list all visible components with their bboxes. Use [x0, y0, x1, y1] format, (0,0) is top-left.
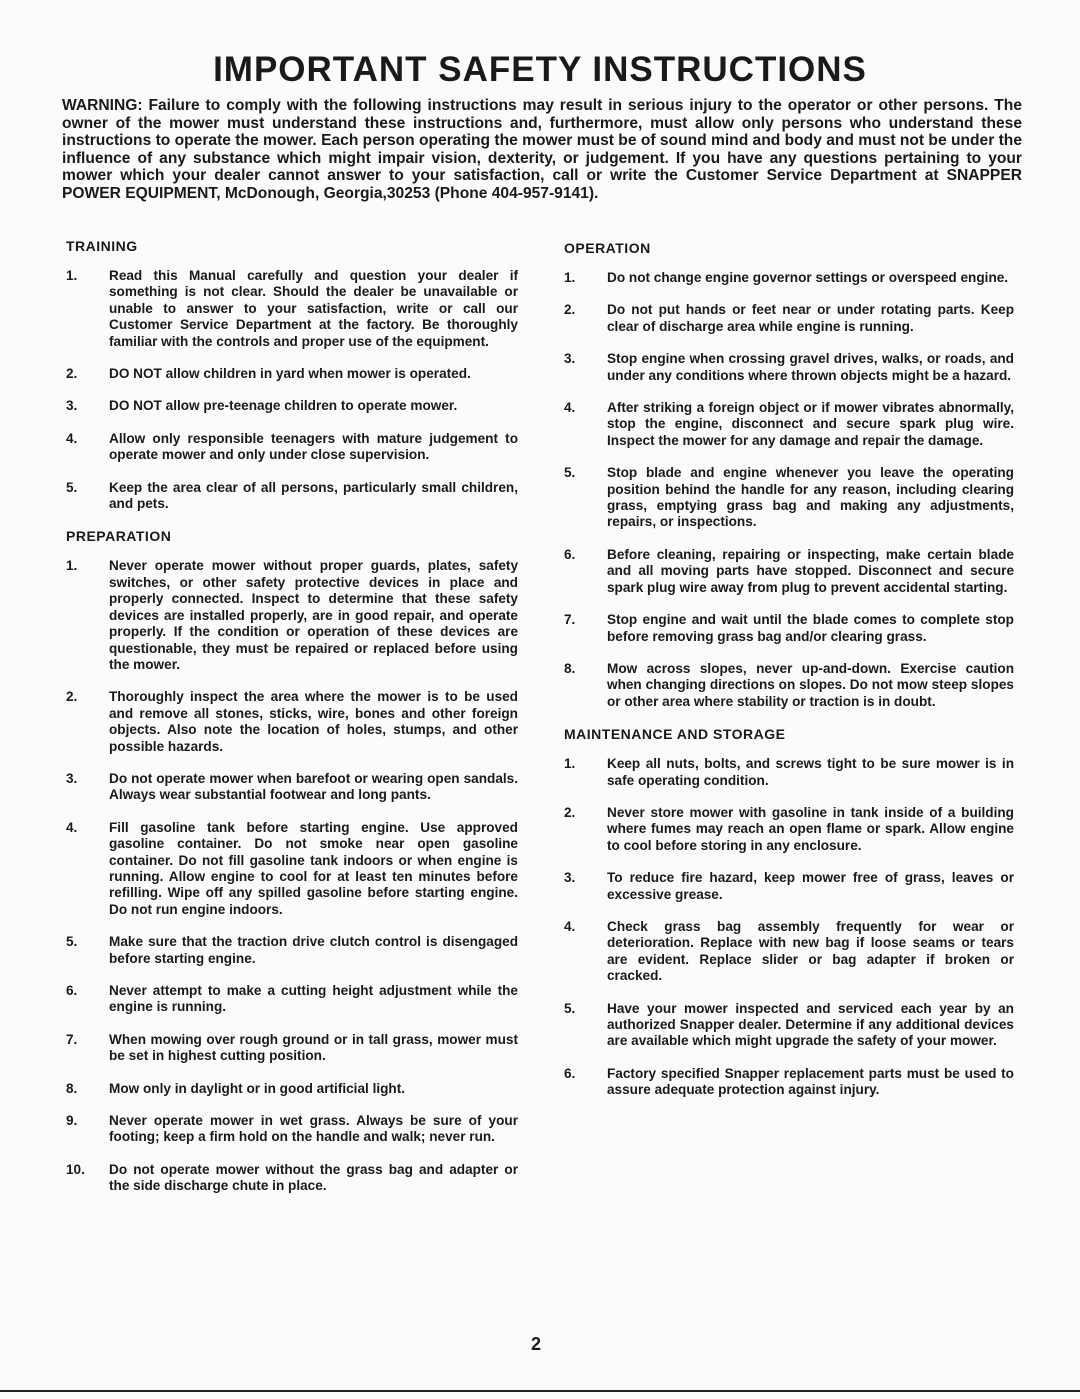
list-item: [66, 983, 518, 1016]
item-number: 2.: [564, 804, 576, 820]
list-item: [66, 558, 518, 673]
list-item: [564, 351, 1014, 384]
item-text: Check grass bag assembly frequently for wear or deterioration. Replace with new bag if loose seams or tears are evident. Replace slider or bag adapter if broken or cracked.: [607, 918, 1014, 984]
item-text: Allow only responsible teenagers with mature judgement to operate mower and only under close supervision.: [109, 430, 518, 463]
left-column: [66, 238, 518, 1211]
item-text: Have your mower inspected and serviced each year by an authorized Snapper dealer. Determine if any additional devices are available which might upgrade the safety of your mower.: [607, 1000, 1014, 1049]
list-item: [66, 689, 518, 755]
list-item: [564, 547, 1014, 596]
item-text: Mow only in daylight or in good artificial light.: [109, 1080, 406, 1096]
list-item: [66, 366, 518, 382]
item-number: 1.: [66, 558, 78, 574]
item-text: Do not change engine governor settings or overspeed engine.: [607, 270, 1009, 285]
item-text: DO NOT allow children in yard when mower is operated.: [109, 366, 471, 382]
item-number: 3.: [564, 351, 576, 367]
item-text: Never store mower with gasoline in tank inside of a building where fumes may reach an open flame or spark. Allow engine to cool before storing in any enclosure.: [607, 804, 1014, 853]
item-text: Stop engine when crossing gravel drives, walks, or roads, and under any conditions where thrown objects might be a hazard.: [607, 351, 1014, 383]
right-column: [564, 240, 1014, 1115]
item-number: 10.: [66, 1161, 85, 1177]
section-heading-operation: OPERATION: [564, 240, 651, 256]
maintenance-list: [564, 756, 1014, 1099]
item-number: 8.: [66, 1080, 78, 1096]
item-number: 4.: [66, 819, 78, 835]
item-text: Thoroughly inspect the area where the mower is to be used and remove all stones, sticks, wire, bones and other foreign objects. Also note the location of holes, stumps, and other possible hazards.: [109, 689, 518, 754]
item-number: 5.: [66, 479, 78, 495]
item-number: 6.: [564, 546, 576, 562]
section-training: [66, 238, 518, 512]
item-text: Do not operate mower without the grass bag and adapter or the side discharge chute in place.: [109, 1161, 518, 1194]
list-item: [66, 1113, 518, 1146]
list-item: [564, 465, 1014, 531]
list-item: [66, 1032, 518, 1065]
list-item: [564, 870, 1014, 903]
list-item: [564, 270, 1014, 286]
item-text: Keep the area clear of all persons, particularly small children, and pets.: [109, 479, 518, 512]
item-text: Mow across slopes, never up-and-down. Exercise caution when changing directions on slopes. Do not mow steep slopes or other area where stability or traction is in doubt.: [607, 660, 1014, 709]
item-text: Never attempt to make a cutting height adjustment while the engine is running.: [109, 983, 518, 1015]
item-number: 3.: [564, 870, 576, 886]
list-item: [564, 919, 1014, 985]
item-number: 2.: [66, 366, 78, 382]
item-number: 9.: [66, 1113, 78, 1129]
preparation-list: [66, 558, 518, 1194]
item-text: DO NOT allow pre-teenage children to operate mower.: [109, 398, 458, 414]
item-text: Keep all nuts, bolts, and screws tight to be sure mower is in safe operating condition.: [607, 756, 1014, 788]
item-text: Never operate mower without proper guards, plates, safety switches, or other safety protective devices in place and properly connected. Inspect to determine that these safety devices are installed properly, are in good repair, and operate properly. If the condition or operation of these devices are questionable, they must be repaired or replaced before using the mower.: [109, 558, 518, 672]
list-item: [66, 268, 518, 350]
section-heading-training: TRAINING: [66, 238, 138, 254]
item-number: 6.: [564, 1065, 576, 1081]
item-number: 7.: [564, 612, 576, 628]
item-text: To reduce fire hazard, keep mower free of grass, leaves or excessive grease.: [607, 870, 1014, 902]
item-number: 5.: [66, 934, 78, 950]
list-item: [564, 612, 1014, 645]
list-item: [66, 398, 518, 414]
item-text: Before cleaning, repairing or inspecting, make certain blade and all moving parts have stopped. Disconnect and secure spark plug wire away from plug to prevent accidental starting.: [607, 546, 1014, 595]
item-number: 1.: [564, 270, 576, 285]
list-item: [564, 756, 1014, 789]
list-item: [66, 1081, 518, 1097]
item-number: 6.: [66, 983, 78, 998]
item-text: Factory specified Snapper replacement parts must be used to assure adequate protection against injury.: [607, 1065, 1014, 1098]
item-number: 1.: [564, 756, 576, 772]
item-text: Do not put hands or feet near or under rotating parts. Keep clear of discharge area while engine is running.: [607, 302, 1014, 334]
list-item: [564, 1001, 1014, 1050]
list-item: [564, 805, 1014, 854]
list-item: [66, 480, 518, 513]
list-item: [564, 1066, 1014, 1099]
section-maintenance: [564, 726, 1014, 1099]
item-number: 4.: [564, 400, 576, 416]
item-text: Stop blade and engine whenever you leave the operating position behind the handle for any reason, including clearing grass, emptying grass bag and making any adjustments, repairs, or inspections.: [607, 465, 1014, 530]
item-number: 7.: [66, 1031, 78, 1047]
item-text: Read this Manual carefully and question your dealer if something is not clear. Should the dealer be unavailable or unable to answer to your satisfaction, write or call our Customer Service Department at the factory. Be thoroughly familiar with the controls and proper use of the equipment.: [109, 268, 518, 349]
item-number: 3.: [66, 770, 78, 786]
list-item: [564, 661, 1014, 710]
section-operation: [564, 240, 1014, 710]
item-text: Never operate mower in wet grass. Always be sure of your footing; keep a firm hold on the handle and walk; never run.: [109, 1113, 518, 1145]
list-item: [66, 431, 518, 464]
page-title: IMPORTANT SAFETY INSTRUCTIONS: [213, 50, 867, 89]
item-text: Stop engine and wait until the blade comes to complete stop before removing grass bag and/or clearing grass.: [607, 612, 1014, 644]
section-heading-preparation: PREPARATION: [66, 528, 172, 545]
list-item: [66, 1162, 518, 1195]
item-number: 5.: [564, 1000, 576, 1016]
bottom-rule: [0, 1390, 1080, 1392]
list-item: [564, 400, 1014, 449]
warning-paragraph: WARNING: Failure to comply with the following instructions may result in serious injury to the operator or other persons. The owner of the mower must understand these instructions and, furthermore, must allow only persons who understand these instructions to operate the mower. Each person operating the mower must be of sound mind and body and must not be under the influence of any substance which might impair vision, dexterity, or judgement. If you have any questions pertaining to your mower which your dealer cannot answer to your satisfaction, call or write the Customer Service Department at SNAPPER POWER EQUIPMENT, McDonough, Georgia,30253 (Phone 404-957-9141).: [62, 97, 1022, 202]
list-item: [66, 934, 518, 967]
item-text: Make sure that the traction drive clutch control is disengaged before starting engine.: [109, 934, 518, 966]
training-list: [66, 268, 518, 512]
section-preparation: [66, 528, 518, 1194]
item-text: After striking a foreign object or if mower vibrates abnormally, stop the engine, disconnect and secure spark plug wire. Inspect the mower for any damage and repair the damage.: [607, 400, 1014, 448]
item-number: 2.: [564, 302, 576, 318]
item-text: Fill gasoline tank before starting engine. Use approved gasoline container. Do not smoke near open gasoline container. Do not fill gasoline tank indoors or when engine is running. Allow engine to cool for at least ten minutes before refilling. Wipe off any spilled gasoline before starting engine. Do not run engine indoors.: [109, 819, 518, 917]
list-item: [66, 771, 518, 804]
page-number: 2: [531, 1334, 542, 1354]
operation-list: [564, 270, 1014, 710]
item-number: 4.: [66, 430, 78, 446]
item-text: When mowing over rough ground or in tall grass, mower must be set in highest cutting position.: [109, 1031, 518, 1064]
item-number: 3.: [66, 398, 78, 414]
list-item: [564, 302, 1014, 335]
item-number: 1.: [66, 268, 78, 283]
item-number: 4.: [564, 918, 576, 934]
item-number: 5.: [564, 465, 576, 481]
item-text: Do not operate mower when barefoot or wearing open sandals. Always wear substantial footwear and long pants.: [109, 770, 518, 803]
item-number: 2.: [66, 689, 78, 705]
item-number: 8.: [564, 660, 576, 676]
list-item: [66, 820, 518, 918]
section-heading-maintenance: MAINTENANCE AND STORAGE: [564, 726, 786, 743]
